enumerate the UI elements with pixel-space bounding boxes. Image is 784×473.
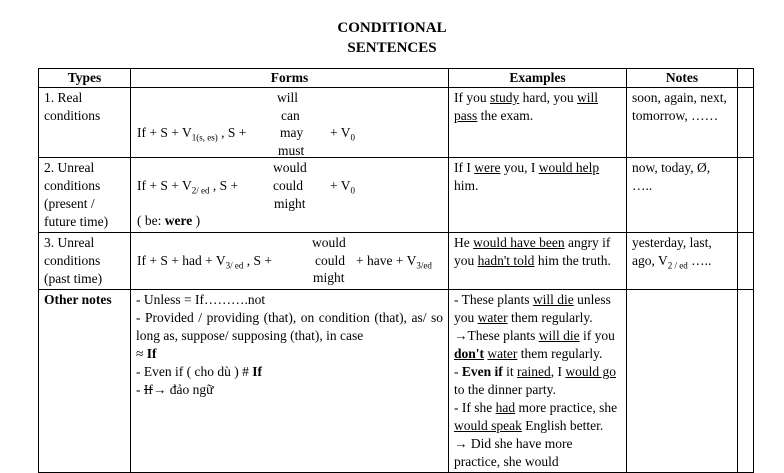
page-title-line2: SENTENCES — [347, 40, 437, 56]
note-line: - Unless = If……….not — [136, 292, 266, 307]
header-types: Types — [39, 69, 131, 88]
example-cell: If I were you, I would help him. — [449, 158, 627, 233]
header-blank — [738, 69, 754, 88]
example-line: - These plants will die unless you water them regularly. — [454, 292, 611, 325]
note-line: ≈ If — [136, 346, 157, 361]
blank-cell — [738, 290, 754, 473]
blank-cell — [738, 233, 754, 290]
note-line: - Even if ( cho dù ) # If — [136, 364, 262, 379]
modal: would — [273, 160, 307, 175]
modal: could — [273, 178, 303, 193]
modal: will — [277, 90, 299, 105]
header-forms: Forms — [131, 69, 449, 88]
example-cell: If you study hard, you will pass the exam. — [449, 88, 627, 158]
form-suffix: + have + $V_{3/ed}$ — [356, 253, 432, 271]
type-cell: 1. Real conditions — [39, 88, 131, 158]
blank-cell — [738, 158, 754, 233]
modal: might — [313, 270, 345, 285]
note-line: - If→ đảo ngữ — [136, 382, 214, 397]
notes-cell: soon, again, next, tomorrow, …… — [627, 88, 738, 158]
table-row — [39, 88, 754, 158]
form-cell — [131, 158, 449, 233]
other-notes-forms — [131, 290, 449, 473]
notes-cell: yesterday, last, ago, $V_{2 / ed}$ ….. — [627, 233, 738, 290]
example-line: - Even if it rained, I would go to the dinner party. — [454, 364, 617, 397]
form-suffix: + $V_0$ — [330, 178, 355, 196]
type-cell: Other notes — [39, 290, 131, 473]
form-suffix: + $V_0$ — [330, 125, 355, 143]
other-notes-examples — [449, 290, 627, 473]
modal: could — [315, 253, 345, 268]
form-cell — [131, 233, 449, 290]
form-prefix: $If + S + V_{2/ ed}$ , S + — [137, 178, 239, 196]
modal: must — [278, 143, 305, 158]
table-row — [39, 233, 754, 290]
conditional-table — [38, 68, 754, 473]
header-notes: Notes — [627, 69, 738, 88]
example-line: - If she had more practice, she would speak English better. — [454, 400, 618, 433]
page-title-line1: CONDITIONAL — [337, 20, 447, 36]
form-cell — [131, 88, 449, 158]
notes-cell — [627, 290, 738, 473]
note-line: - Provided / providing (that), on condition (that), as/ so long as, suppose/ supposing (that), in case — [136, 310, 443, 343]
modal: may — [280, 125, 304, 140]
blank-cell — [738, 88, 754, 158]
example-cell: He would have been angry if you hadn't told him the truth. — [449, 233, 627, 290]
form-prefix: If + S + had + $V_{3/ ed}$ , S + — [137, 253, 272, 271]
table-row — [39, 158, 754, 233]
modal: would — [312, 235, 346, 250]
table-row — [39, 290, 754, 473]
form-prefix: $If + S + V_{1(s, es)}$ , S + — [137, 125, 247, 143]
type-cell: 3. Unreal conditions (past time) — [39, 233, 131, 290]
type-cell: 2. Unreal conditions (present / future time) — [39, 158, 131, 233]
notes-cell: now, today, Ø, ….. — [627, 158, 738, 233]
example-line: → Did she have more practice, she would — [454, 436, 573, 469]
modal: might — [274, 196, 306, 211]
example-line: →These plants will die if you don't water them regularly. — [454, 328, 615, 361]
header-examples: Examples — [449, 69, 627, 88]
be-note: ( be: were ) — [137, 213, 201, 228]
header-row — [39, 69, 754, 88]
modal: can — [281, 108, 300, 123]
